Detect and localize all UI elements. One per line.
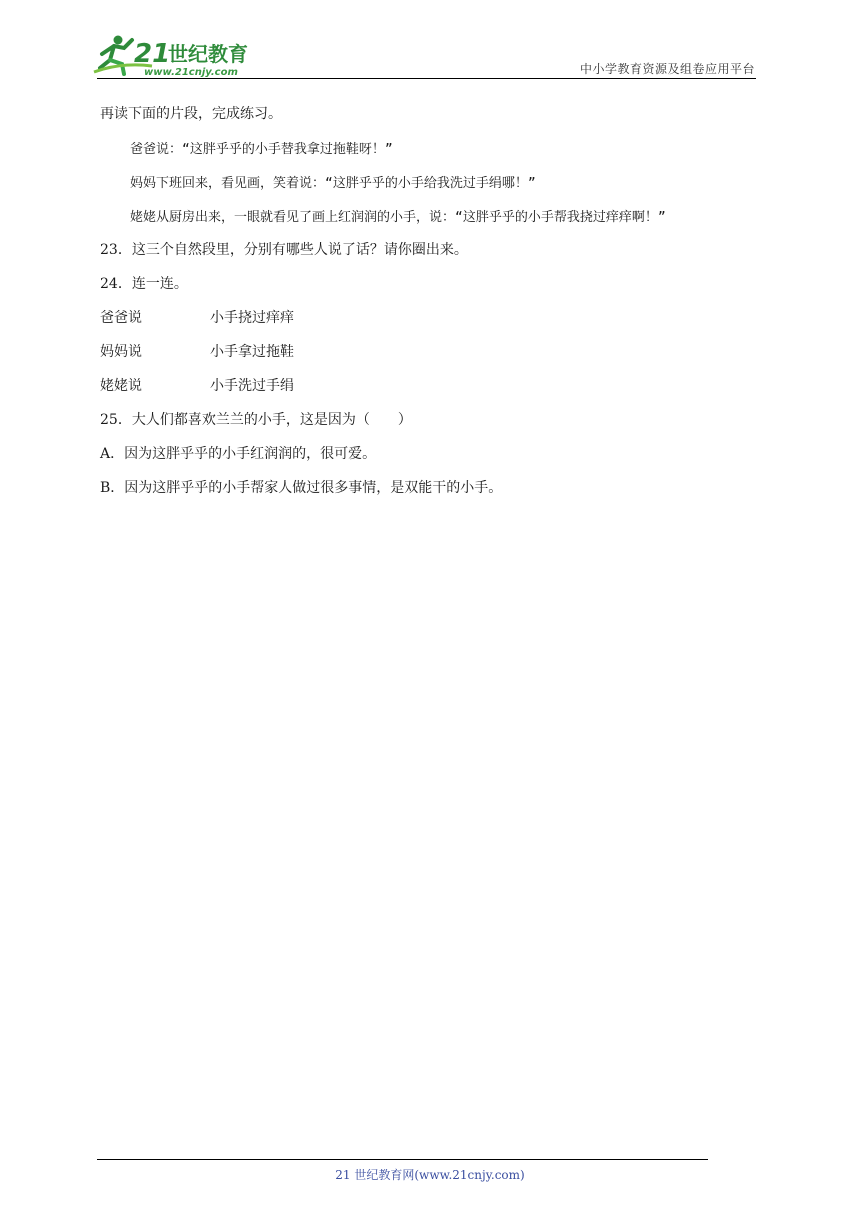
runner-logo-icon	[92, 32, 262, 78]
matching-right-item[interactable]: 小手洗过手绢	[210, 378, 294, 394]
intro-text: 再读下面的片段，完成练习。	[100, 106, 282, 122]
svg-text:www.21cnjy.com: www.21cnjy.com	[144, 67, 238, 78]
matching-left-item[interactable]: 妈妈说	[100, 344, 142, 360]
matching-left-item[interactable]: 爸爸说	[100, 310, 142, 326]
passage-paragraph-3: 姥姥从厨房出来，一眼就看见了画上红润润的小手，说：“这胖乎乎的小手帮我挠过痒痒啊！”	[130, 210, 666, 225]
svg-text:世纪教育: 世纪教育	[168, 42, 248, 66]
question-25: 25．大人们都喜欢兰兰的小手，这是因为（ ）	[100, 412, 412, 428]
header-divider	[97, 78, 756, 79]
option-b[interactable]: B．因为这胖乎乎的小手帮家人做过很多事情，是双能干的小手。	[100, 480, 503, 496]
footer-link[interactable]: 21 世纪教育网(www.21cnjy.com)	[335, 1168, 525, 1182]
question-24: 24．连一连。	[100, 276, 188, 292]
matching-right-item[interactable]: 小手挠过痒痒	[210, 310, 294, 326]
passage-paragraph-1: 爸爸说：“这胖乎乎的小手替我拿过拖鞋呀！”	[130, 142, 393, 157]
site-logo[interactable]	[92, 32, 262, 78]
matching-right-item[interactable]: 小手拿过拖鞋	[210, 344, 294, 360]
option-a[interactable]: A．因为这胖乎乎的小手红润润的，很可爱。	[100, 446, 377, 462]
passage-paragraph-2: 妈妈下班回来，看见画，笑着说：“这胖乎乎的小手给我洗过手绢哪！”	[130, 176, 536, 191]
page-header	[0, 0, 860, 80]
matching-left-item[interactable]: 姥姥说	[100, 378, 142, 394]
question-23: 23．这三个自然段里，分别有哪些人说了话？请你圈出来。	[100, 242, 468, 258]
platform-name: 中小学教育资源及组卷应用平台	[579, 62, 755, 76]
svg-text:21: 21	[134, 39, 171, 69]
footer-divider	[97, 1159, 708, 1160]
